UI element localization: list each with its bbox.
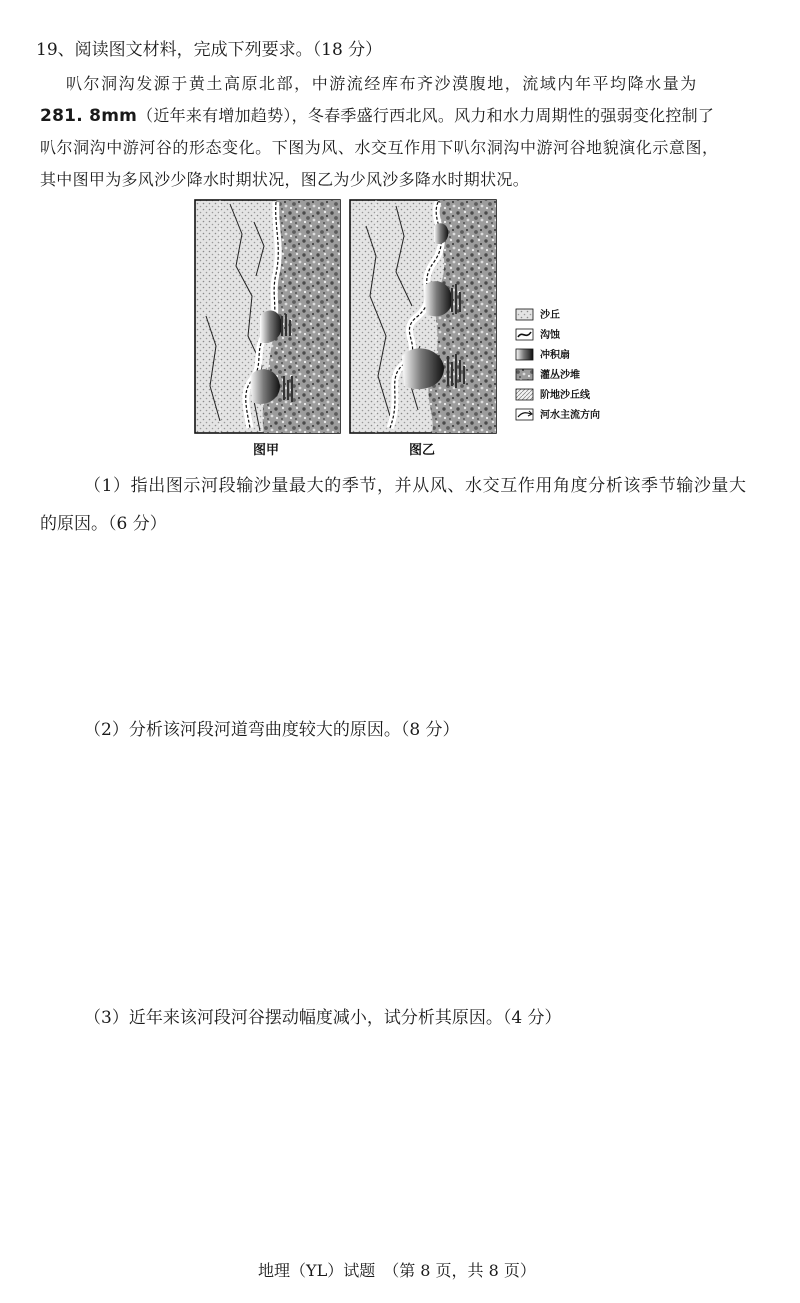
- figure-legend: [516, 308, 600, 421]
- rainfall-value: 281. 8mm: [40, 106, 138, 126]
- legend-label-alluvial-fan: 冲积扇: [540, 350, 570, 361]
- page-footer: 地理（YL）试题 （第 8 页，共 8 页）: [258, 1261, 536, 1280]
- subquestion-2: （2）分析该河段河道弯曲度较大的原因。（8 分）: [84, 720, 460, 740]
- material-line-4: 其中图甲为多风沙少降水时期状况，图乙为少风沙多降水时期状况。: [40, 170, 530, 189]
- terrace-dune-line-swatch: [516, 389, 533, 400]
- shrub-dune-swatch: [516, 369, 533, 380]
- material-line-3: 叭尔洞沟中游河谷的形态变化。下图为风、水交互作用下叭尔洞沟中游河谷地貌演化示意图，: [40, 138, 719, 157]
- question-title: 19、阅读图文材料，完成下列要求。（18 分）: [36, 40, 383, 60]
- subquestion-3: （3）近年来该河段河谷摆动幅度减小，试分析其原因。（4 分）: [84, 1008, 562, 1028]
- subquestion-1-line-1: （1）指出图示河段输沙量最大的季节，并从风、水交互作用角度分析该季节输沙量大: [84, 476, 747, 496]
- material-line-2: [40, 104, 714, 128]
- caption-yi: 图乙: [409, 443, 436, 458]
- panel-yi: [350, 200, 496, 433]
- dune-swatch: [516, 309, 533, 320]
- legend-label-gully-erosion: 沟蚀: [540, 330, 560, 341]
- caption-jia: 图甲: [253, 443, 280, 458]
- legend-label-flow-direction: 河水主流方向: [540, 410, 600, 421]
- material-line-2-rest: （近年来有增加趋势），冬春季盛行西北风。风力和水力周期性的强弱变化控制了: [137, 106, 715, 125]
- legend-label-dune: 沙丘: [540, 310, 560, 321]
- landform-evolution-figure: [190, 196, 630, 460]
- subquestion-1-line-2: 的原因。（6 分）: [40, 514, 167, 534]
- alluvial-fan-swatch: [516, 349, 533, 360]
- panel-jia: [195, 200, 340, 433]
- material-line-1: 叭尔洞沟发源于黄土高原北部，中游流经库布齐沙漠腹地，流域内年平均降水量为: [66, 74, 698, 93]
- legend-label-shrub-dune: 灌丛沙堆: [540, 370, 580, 381]
- legend-label-terrace-dune-line: 阶地沙丘线: [540, 390, 590, 401]
